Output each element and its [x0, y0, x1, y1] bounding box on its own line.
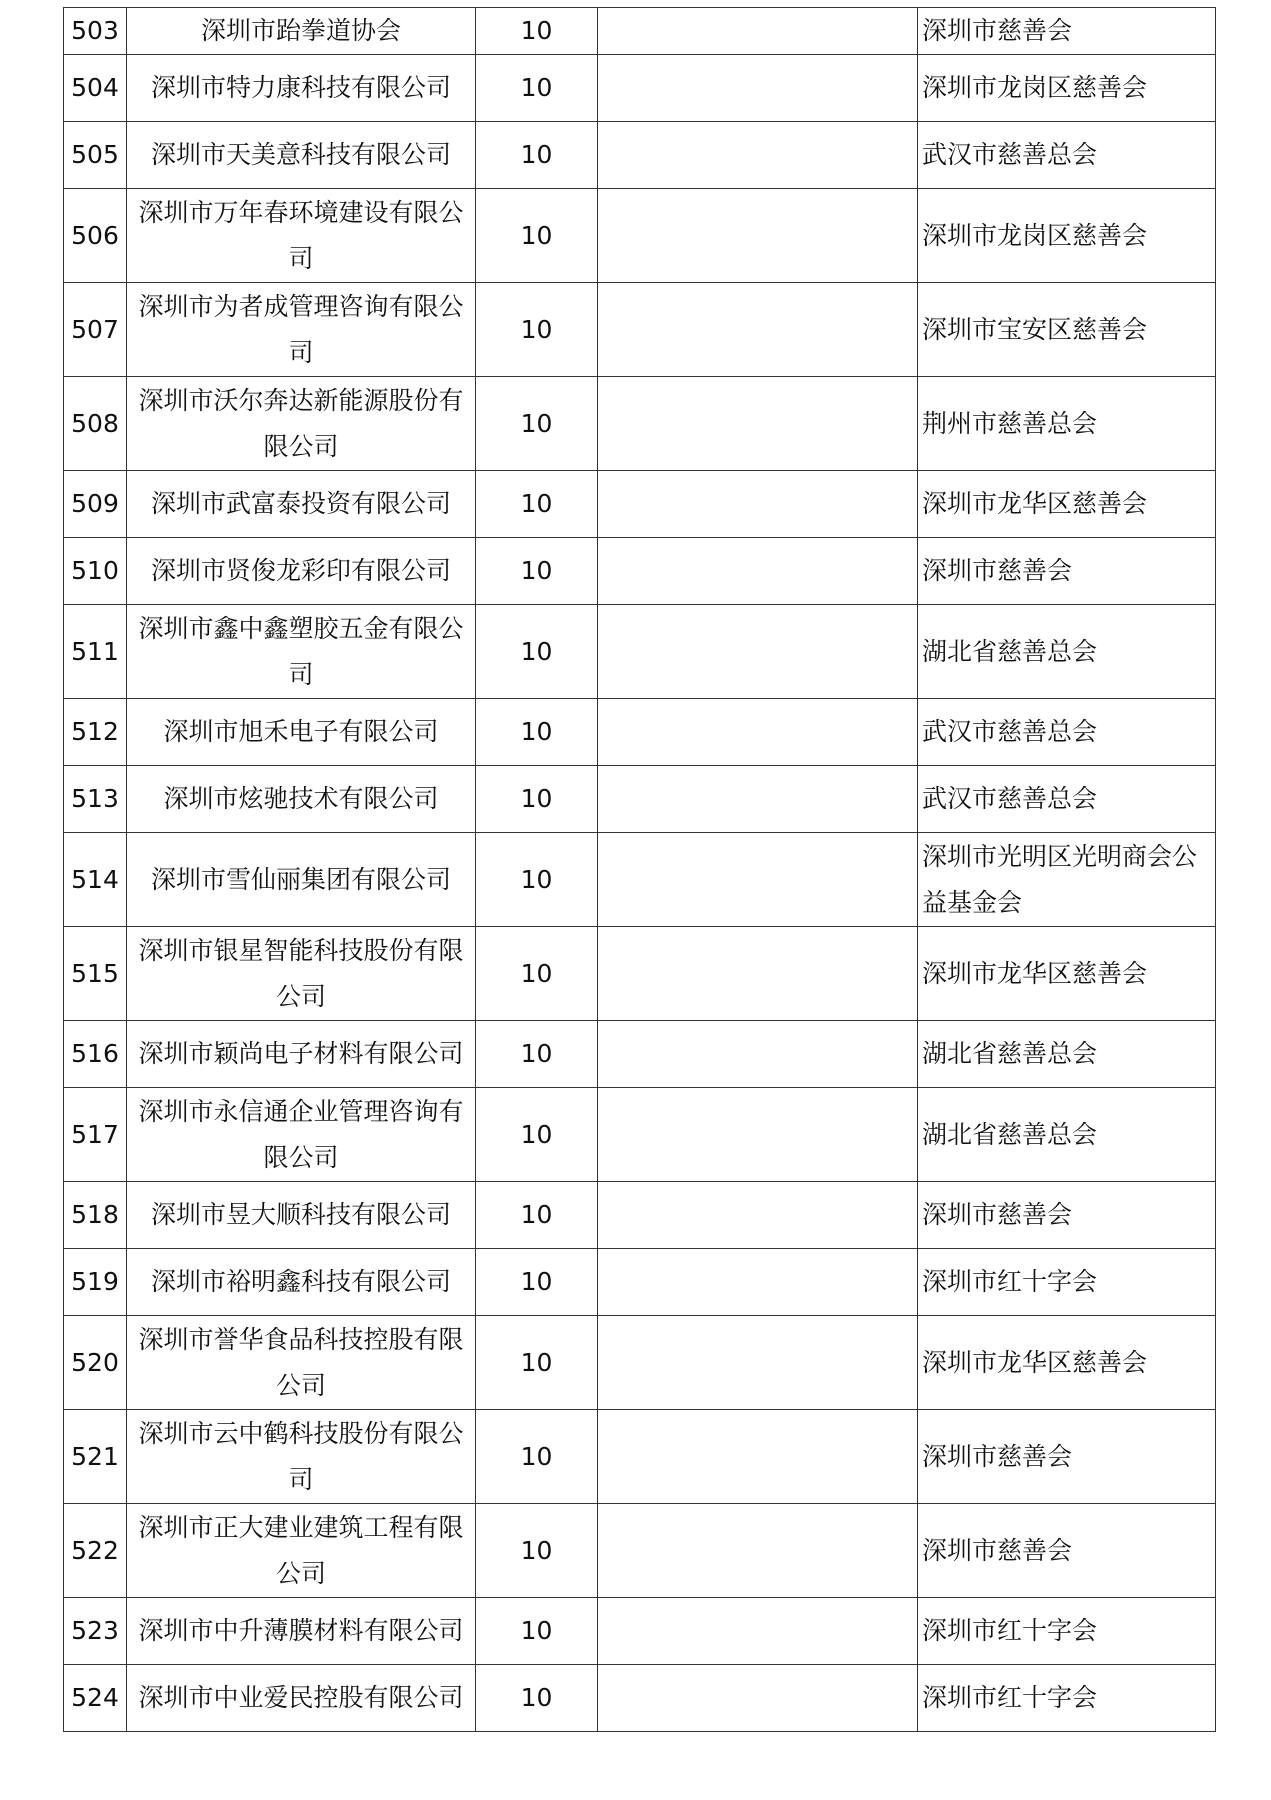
recipient-organization: 深圳市龙华区慈善会: [918, 927, 1216, 1021]
table-row: [64, 189, 1216, 283]
row-number: 505: [64, 122, 127, 189]
recipient-organization: 荆州市慈善总会: [918, 377, 1216, 471]
donor-name: 深圳市裕明鑫科技有限公司: [127, 1249, 476, 1316]
donation-amount: 10: [476, 1598, 598, 1665]
donation-amount: 10: [476, 55, 598, 122]
donor-name: 深圳市万年春环境建设有限公司: [127, 189, 476, 283]
row-number: 520: [64, 1316, 127, 1410]
donor-name: 深圳市天美意科技有限公司: [127, 122, 476, 189]
remarks-cell: [598, 1598, 918, 1665]
recipient-organization: 武汉市慈善总会: [918, 699, 1216, 766]
donor-name: 深圳市跆拳道协会: [127, 8, 476, 55]
remarks-cell: [598, 189, 918, 283]
remarks-cell: [598, 122, 918, 189]
table-row: [64, 1665, 1216, 1732]
table-body: [64, 8, 1216, 1732]
donor-name: 深圳市银星智能科技股份有限公司: [127, 927, 476, 1021]
table-row: [64, 1316, 1216, 1410]
remarks-cell: [598, 377, 918, 471]
recipient-organization: 深圳市慈善会: [918, 1182, 1216, 1249]
donation-amount: 10: [476, 189, 598, 283]
donor-name: 深圳市云中鹤科技股份有限公司: [127, 1410, 476, 1504]
donation-amount: 10: [476, 122, 598, 189]
donor-name: 深圳市沃尔奔达新能源股份有限公司: [127, 377, 476, 471]
donor-name: 深圳市为者成管理咨询有限公司: [127, 283, 476, 377]
remarks-cell: [598, 1182, 918, 1249]
remarks-cell: [598, 1088, 918, 1182]
recipient-organization: 深圳市龙岗区慈善会: [918, 55, 1216, 122]
table-row: [64, 1504, 1216, 1598]
donor-name: 深圳市旭禾电子有限公司: [127, 699, 476, 766]
remarks-cell: [598, 1410, 918, 1504]
donation-amount: 10: [476, 471, 598, 538]
row-number: 522: [64, 1504, 127, 1598]
row-number: 512: [64, 699, 127, 766]
donation-amount: 10: [476, 605, 598, 699]
table-row: [64, 471, 1216, 538]
remarks-cell: [598, 766, 918, 833]
recipient-organization: 湖北省慈善总会: [918, 605, 1216, 699]
recipient-organization: 深圳市慈善会: [918, 1410, 1216, 1504]
row-number: 507: [64, 283, 127, 377]
donor-name: 深圳市贤俊龙彩印有限公司: [127, 538, 476, 605]
donation-amount: 10: [476, 8, 598, 55]
table-row: [64, 8, 1216, 55]
row-number: 509: [64, 471, 127, 538]
table-row: [64, 377, 1216, 471]
remarks-cell: [598, 471, 918, 538]
remarks-cell: [598, 283, 918, 377]
recipient-organization: 深圳市慈善会: [918, 8, 1216, 55]
table-row: [64, 122, 1216, 189]
row-number: 513: [64, 766, 127, 833]
recipient-organization: 深圳市宝安区慈善会: [918, 283, 1216, 377]
recipient-organization: 深圳市龙华区慈善会: [918, 471, 1216, 538]
row-number: 516: [64, 1021, 127, 1088]
table-row: [64, 538, 1216, 605]
table-row: [64, 766, 1216, 833]
donation-amount: 10: [476, 1410, 598, 1504]
donation-amount: 10: [476, 1021, 598, 1088]
recipient-organization: 深圳市慈善会: [918, 1504, 1216, 1598]
table-row: [64, 1021, 1216, 1088]
donor-name: 深圳市正大建业建筑工程有限公司: [127, 1504, 476, 1598]
row-number: 517: [64, 1088, 127, 1182]
table-row: [64, 1598, 1216, 1665]
row-number: 524: [64, 1665, 127, 1732]
table-row: [64, 55, 1216, 122]
recipient-organization: 武汉市慈善总会: [918, 766, 1216, 833]
remarks-cell: [598, 833, 918, 927]
donor-name: 深圳市中业爱民控股有限公司: [127, 1665, 476, 1732]
row-number: 515: [64, 927, 127, 1021]
donation-amount: 10: [476, 1504, 598, 1598]
row-number: 519: [64, 1249, 127, 1316]
donation-amount: 10: [476, 766, 598, 833]
row-number: 506: [64, 189, 127, 283]
donation-amount: 10: [476, 1088, 598, 1182]
table-row: [64, 605, 1216, 699]
recipient-organization: 深圳市龙岗区慈善会: [918, 189, 1216, 283]
row-number: 514: [64, 833, 127, 927]
remarks-cell: [598, 8, 918, 55]
donor-name: 深圳市特力康科技有限公司: [127, 55, 476, 122]
table-row: [64, 283, 1216, 377]
remarks-cell: [598, 605, 918, 699]
recipient-organization: 深圳市慈善会: [918, 538, 1216, 605]
donor-name: 深圳市永信通企业管理咨询有限公司: [127, 1088, 476, 1182]
donation-table: [63, 7, 1216, 1732]
recipient-organization: 深圳市光明区光明商会公益基金会: [918, 833, 1216, 927]
recipient-organization: 深圳市龙华区慈善会: [918, 1316, 1216, 1410]
remarks-cell: [598, 1665, 918, 1732]
donation-amount: 10: [476, 538, 598, 605]
remarks-cell: [598, 1504, 918, 1598]
donation-amount: 10: [476, 1249, 598, 1316]
row-number: 521: [64, 1410, 127, 1504]
recipient-organization: 深圳市红十字会: [918, 1598, 1216, 1665]
table-row: [64, 1088, 1216, 1182]
donor-name: 深圳市雪仙丽集团有限公司: [127, 833, 476, 927]
table-row: [64, 1410, 1216, 1504]
remarks-cell: [598, 699, 918, 766]
donation-amount: 10: [476, 283, 598, 377]
donor-name: 深圳市中升薄膜材料有限公司: [127, 1598, 476, 1665]
donor-name: 深圳市誉华食品科技控股有限公司: [127, 1316, 476, 1410]
recipient-organization: 湖北省慈善总会: [918, 1088, 1216, 1182]
table-row: [64, 1249, 1216, 1316]
recipient-organization: 武汉市慈善总会: [918, 122, 1216, 189]
remarks-cell: [598, 55, 918, 122]
recipient-organization: 深圳市红十字会: [918, 1665, 1216, 1732]
donation-amount: 10: [476, 927, 598, 1021]
donor-name: 深圳市武富泰投资有限公司: [127, 471, 476, 538]
donor-name: 深圳市炫驰技术有限公司: [127, 766, 476, 833]
donation-amount: 10: [476, 1316, 598, 1410]
donation-amount: 10: [476, 699, 598, 766]
row-number: 511: [64, 605, 127, 699]
donor-name: 深圳市鑫中鑫塑胶五金有限公司: [127, 605, 476, 699]
recipient-organization: 深圳市红十字会: [918, 1249, 1216, 1316]
table-row: [64, 699, 1216, 766]
row-number: 510: [64, 538, 127, 605]
row-number: 504: [64, 55, 127, 122]
donation-amount: 10: [476, 1182, 598, 1249]
recipient-organization: 湖北省慈善总会: [918, 1021, 1216, 1088]
remarks-cell: [598, 1316, 918, 1410]
remarks-cell: [598, 927, 918, 1021]
table-row: [64, 1182, 1216, 1249]
remarks-cell: [598, 1021, 918, 1088]
donation-amount: 10: [476, 833, 598, 927]
row-number: 503: [64, 8, 127, 55]
donation-amount: 10: [476, 377, 598, 471]
remarks-cell: [598, 1249, 918, 1316]
table-row: [64, 833, 1216, 927]
remarks-cell: [598, 538, 918, 605]
donation-amount: 10: [476, 1665, 598, 1732]
table-row: [64, 927, 1216, 1021]
row-number: 508: [64, 377, 127, 471]
row-number: 518: [64, 1182, 127, 1249]
donor-name: 深圳市颖尚电子材料有限公司: [127, 1021, 476, 1088]
donor-name: 深圳市昱大顺科技有限公司: [127, 1182, 476, 1249]
row-number: 523: [64, 1598, 127, 1665]
